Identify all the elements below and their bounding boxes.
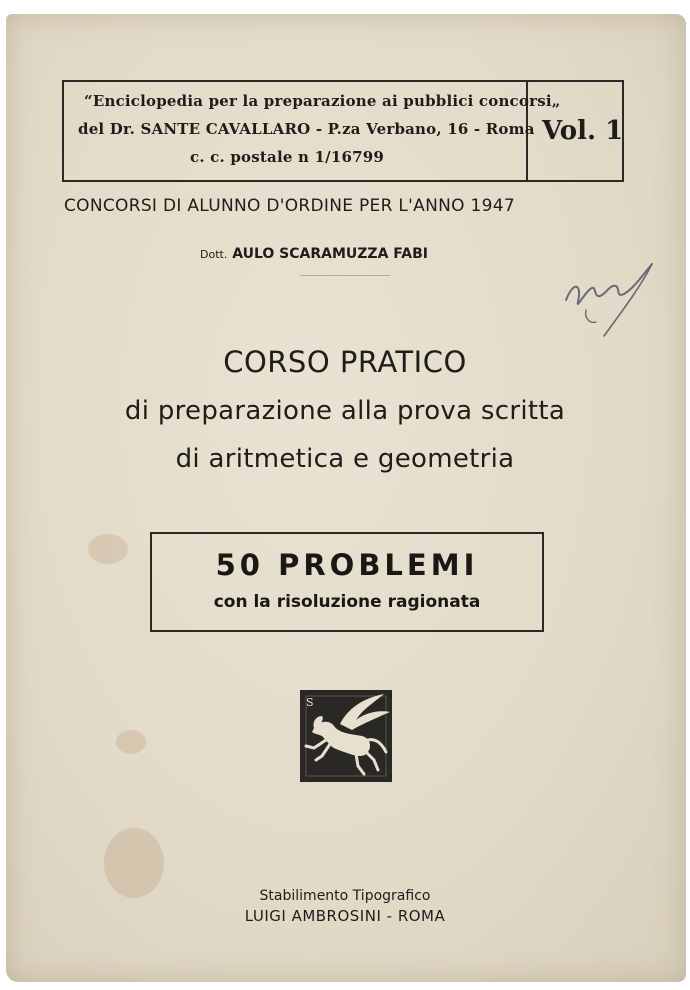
problems-title: 50 PROBLEMI [215,548,479,582]
logo-letter: S [306,696,314,709]
printer-label: Stabilimento Tipografico [259,888,431,904]
header-box [62,80,624,182]
divider [300,275,390,276]
problems-box [150,532,544,632]
author [200,246,428,262]
header-series-line: “Enciclopedia per la preparazione ai pubblici concorsi„ [84,92,561,110]
header-publisher-line: del Dr. SANTE CAVALLARO - P.za Verbano, 16 - Roma [78,120,535,138]
printer-name: LUIGI AMBROSINI - ROMA [244,907,446,925]
stain [88,534,128,564]
author-prefix: Dott. [200,248,228,261]
volume-label: Vol. 1 [542,116,624,146]
subtitle-line-1: di preparazione alla prova scritta [124,396,566,426]
header-postal-line: c. c. postale n 1/16799 [190,148,385,166]
main-title: CORSO PRATICO [223,345,467,379]
handwritten-signature [556,240,676,350]
author-name: AULO SCARAMUZZA FABI [232,246,428,262]
problems-subtitle: con la risoluzione ragionata [213,592,481,612]
series-title: CONCORSI DI ALUNNO D'ORDINE PER L'ANNO 1947 [64,196,515,216]
pegasus-icon [300,690,392,782]
stain [116,730,146,754]
subtitle-line-2: di aritmetica e geometria [175,444,515,474]
